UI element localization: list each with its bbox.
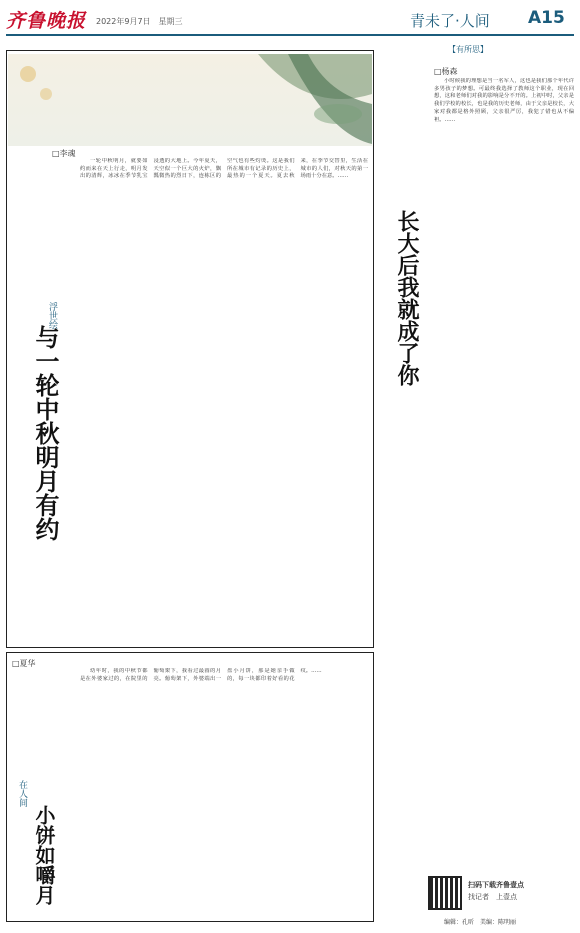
article-2-tag: 【有所思】	[448, 45, 488, 54]
article-1-text: 一轮中秋明月，就要如约而来在天上行走，明月发出的清辉，冰冰在季节乳宝浸透的大地上。今年夏天，天空似一个巨大的火炉，飘瓢微热的烈日下，连栋区的空气也有些灼烫。这是我们所在城市有记录的历史上，最热的一个夏天。夏去秋来，在季节交替里，生活在城市的人们，对秋天的第一场雨十分在意。……	[80, 158, 368, 180]
article-2-title: 长大后我就成了你	[394, 210, 420, 386]
article-3-author: □夏华	[12, 659, 36, 668]
page-number: A15	[528, 8, 565, 28]
page-header	[0, 0, 580, 38]
article-1-tag: 浮世绘	[47, 302, 57, 329]
decorative-illustration	[8, 54, 372, 146]
article-3-text: 幼年时，我的中秋节都是在外婆家过的，在院里的葡萄架下，我看过最圆的月亮。葡萄架下，外婆端出一盘小月饼，那是她亲手做的，每一块都印着好看的花纹。……	[80, 668, 322, 682]
article-2-author: □杨森	[434, 67, 458, 76]
article-2-body	[434, 78, 574, 868]
article-2-tag-text: 有所思	[456, 45, 480, 54]
editor-credits: 编辑：孔昕 美编：陈明丽	[444, 919, 517, 926]
osmanthus-branch-icon	[8, 54, 372, 146]
header-rule	[6, 34, 574, 36]
article-1-title: 与一轮中秋明月有约	[31, 325, 60, 541]
article-1-body	[80, 158, 368, 646]
article-3-tag: 在人间	[17, 780, 27, 807]
qr-caption: 扫码下载齐鲁壹点	[468, 881, 524, 889]
article-3-body	[80, 668, 368, 918]
qr-subcaption: 找记者 上壹点	[468, 893, 517, 901]
newspaper-logo: 齐鲁晚报	[6, 10, 87, 32]
section-title: 青未了·人间	[410, 12, 490, 30]
issue-date: 2022年9月7日 星期三	[96, 17, 183, 26]
article-1-author: □李魂	[52, 149, 76, 158]
article-2-text: 小时候我的理想是当一名军人，这也是我们那个年代许多男孩子的梦想。可最终我选择了教师这个职业，现在回想，这和老师们对我的影响是分不开的。上初中时，父亲是我们学校的校长，也是我的历史老师，由于父亲是校长，大家对我都是格外照顾，父亲很严厉，我犯了错也从不偏袒。……	[434, 78, 574, 123]
article-3-title: 小饼如嚼月	[32, 805, 56, 905]
qr-code[interactable]	[428, 876, 462, 910]
